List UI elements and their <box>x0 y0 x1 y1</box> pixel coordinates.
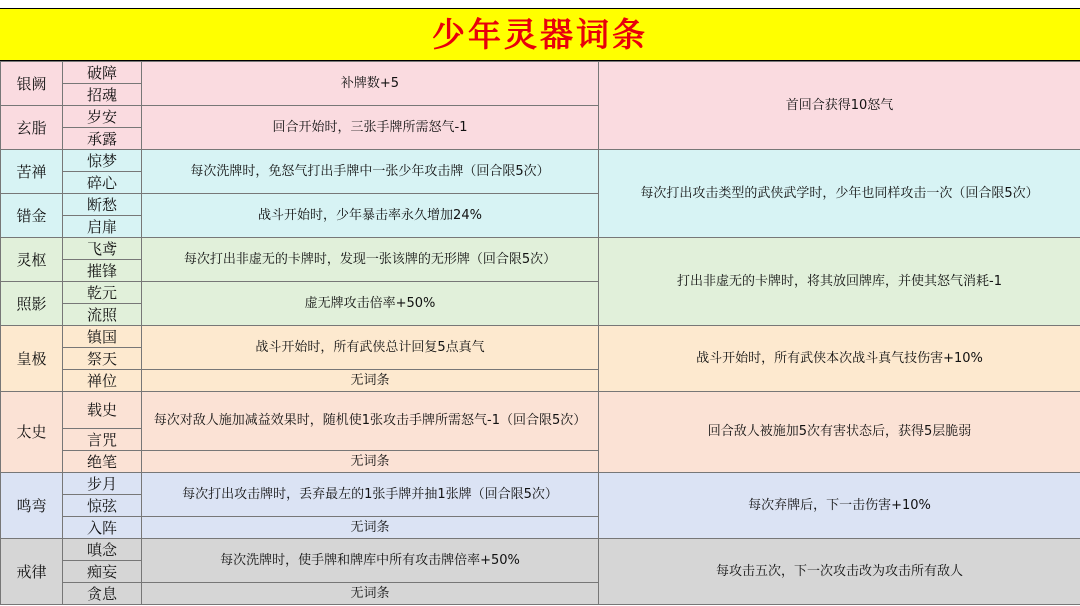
artifact-name: 戒律 <box>1 539 63 605</box>
artifact-name: 银阙 <box>1 62 63 106</box>
piece-name: 招魂 <box>63 84 142 106</box>
set-effect: 首回合获得10怒气 <box>599 62 1080 150</box>
piece-effect: 每次打出非虚无的卡牌时，发现一张该牌的无形牌（回合限5次） <box>142 238 599 282</box>
set-effect: 每次弃牌后，下一击伤害+10% <box>599 473 1080 539</box>
no-entry: 无词条 <box>142 517 599 539</box>
piece-name: 飞鸢 <box>63 238 142 260</box>
artifact-name: 照影 <box>1 282 63 326</box>
no-entry: 无词条 <box>142 451 599 473</box>
table-row <box>1 62 1080 84</box>
table-row <box>1 326 1080 348</box>
set-effect: 打出非虚无的卡牌时，将其放回牌库，并使其怒气消耗-1 <box>599 238 1080 326</box>
piece-effect: 战斗开始时，少年暴击率永久增加24% <box>142 194 599 238</box>
set-effect: 每攻击五次，下一次攻击改为攻击所有敌人 <box>599 539 1080 605</box>
piece-name: 祭天 <box>63 348 142 370</box>
piece-name: 启扉 <box>63 216 142 238</box>
table-row <box>1 150 1080 172</box>
piece-effect: 补牌数+5 <box>142 62 599 106</box>
piece-name: 岁安 <box>63 106 142 128</box>
piece-name: 惊弦 <box>63 495 142 517</box>
piece-effect: 回合开始时，三张手牌所需怒气-1 <box>142 106 599 150</box>
piece-name: 载史 <box>63 392 142 429</box>
set-effect: 战斗开始时，所有武侠本次战斗真气技伤害+10% <box>599 326 1080 392</box>
piece-name: 破障 <box>63 62 142 84</box>
artifact-name: 苦禅 <box>1 150 63 194</box>
piece-name: 贪息 <box>63 583 142 605</box>
page-title: 少年灵器词条 <box>0 8 1080 61</box>
artifact-name: 鸣弯 <box>1 473 63 539</box>
piece-name: 摧锋 <box>63 260 142 282</box>
piece-name: 惊梦 <box>63 150 142 172</box>
piece-name: 断愁 <box>63 194 142 216</box>
table-row <box>1 539 1080 561</box>
piece-effect: 每次对敌人施加减益效果时，随机使1张攻击手牌所需怒气-1（回合限5次） <box>142 392 599 451</box>
piece-name: 承露 <box>63 128 142 150</box>
piece-name: 痴妄 <box>63 561 142 583</box>
top-margin <box>0 0 1080 8</box>
piece-name: 嗔念 <box>63 539 142 561</box>
table-row <box>1 392 1080 429</box>
table-row <box>1 238 1080 260</box>
piece-effect: 每次打出攻击牌时，丢弃最左的1张手牌并抽1张牌（回合限5次） <box>142 473 599 517</box>
no-entry: 无词条 <box>142 583 599 605</box>
piece-effect: 每次洗牌时，使手牌和牌库中所有攻击牌倍率+50% <box>142 539 599 583</box>
piece-effect: 虚无牌攻击倍率+50% <box>142 282 599 326</box>
artifact-name: 灵枢 <box>1 238 63 282</box>
artifact-name: 太史 <box>1 392 63 473</box>
no-entry: 无词条 <box>142 370 599 392</box>
piece-effect: 战斗开始时，所有武侠总计回复5点真气 <box>142 326 599 370</box>
piece-name: 入阵 <box>63 517 142 539</box>
set-effect: 每次打出攻击类型的武侠武学时，少年也同样攻击一次（回合限5次） <box>599 150 1080 238</box>
piece-name: 镇国 <box>63 326 142 348</box>
artifact-name: 皇极 <box>1 326 63 392</box>
artifact-name: 错金 <box>1 194 63 238</box>
piece-name: 乾元 <box>63 282 142 304</box>
piece-name: 言咒 <box>63 429 142 451</box>
artifact-name: 玄脂 <box>1 106 63 150</box>
piece-name: 禅位 <box>63 370 142 392</box>
piece-name: 绝笔 <box>63 451 142 473</box>
piece-effect: 每次洗牌时，免怒气打出手牌中一张少年攻击牌（回合限5次） <box>142 150 599 194</box>
piece-name: 流照 <box>63 304 142 326</box>
entry-table <box>0 61 1080 605</box>
piece-name: 步月 <box>63 473 142 495</box>
table-row <box>1 473 1080 495</box>
piece-name: 碎心 <box>63 172 142 194</box>
set-effect: 回合敌人被施加5次有害状态后，获得5层脆弱 <box>599 392 1080 473</box>
